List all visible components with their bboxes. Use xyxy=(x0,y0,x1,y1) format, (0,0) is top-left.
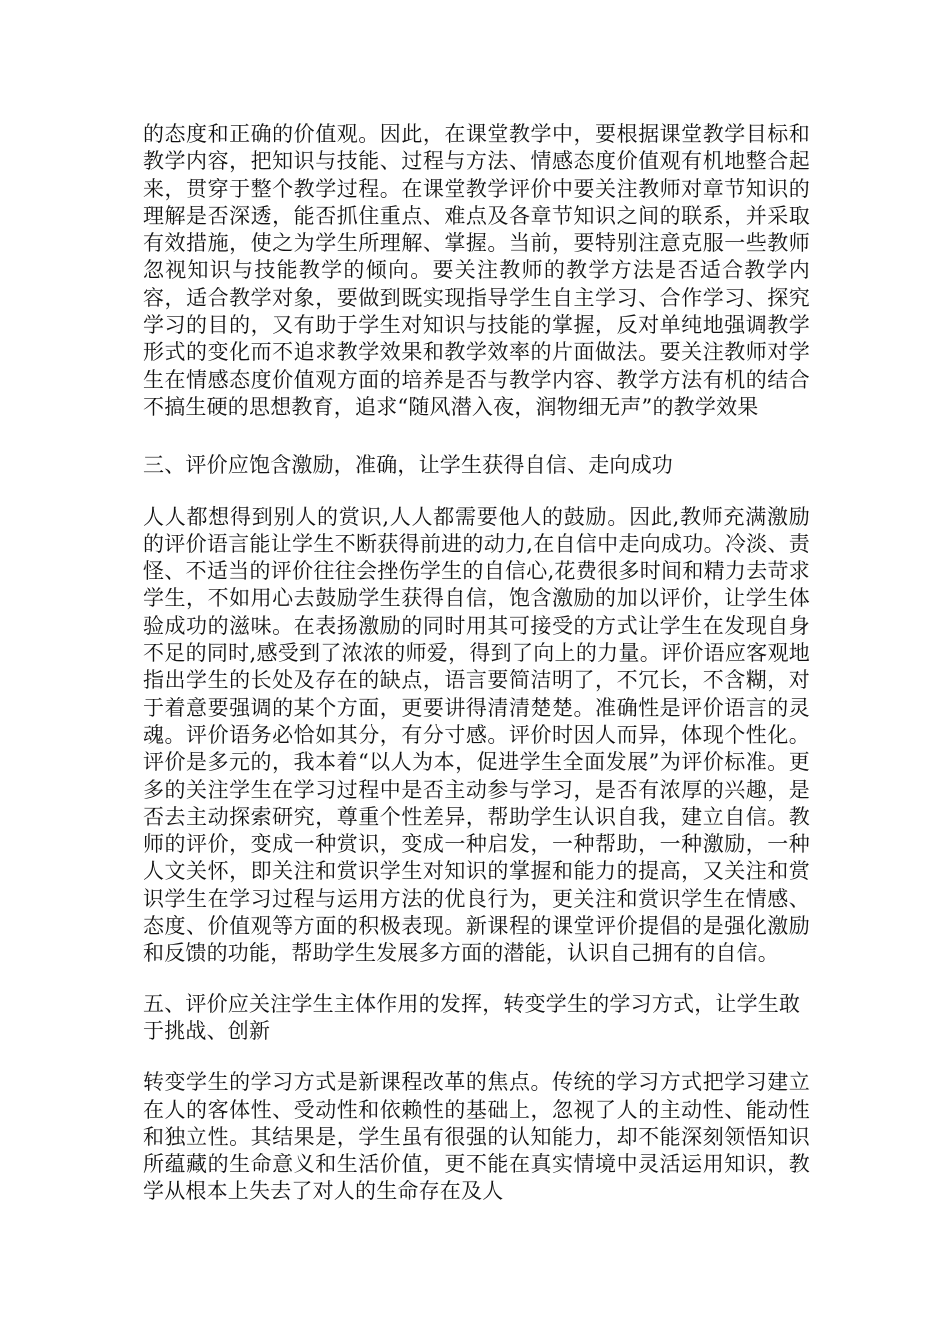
body-paragraph-teaching-evaluation: 的态度和正确的价值观。因此，在课堂教学中，要根据课堂教学目标和教学内容，把知识与技能、过程与方法、情感态度价值观有机地整合起来，贯穿于整个教学过程。在课堂教学评价中要关注教师对章节知识的理解是否深透，能否抓住重点、难点及各章节知识之间的联系，并采取有效措施，使之为学生所理解、掌握。当前，要特别注意克服一些教师忽视知识与技能教学的倾向。要关注教师的教学方法是否适合教学内容，适合教学对象，要做到既实现指导学生自主学习、合作学习、探究学习的目的，又有助于学生对知识与技能的掌握，反对单纯地强调教学形式的变化而不追求教学效果和教学效率的片面做法。要关注教师对学生在情感态度价值观方面的培养是否与教学内容、教学方法有机的结合不搞生硬的思想教育，追求“随风潜入夜，润物细无声”的教学效果 xyxy=(143,122,810,419)
document-body xyxy=(143,121,810,1206)
body-paragraph-encouragement: 人人都想得到别人的赏识,人人都需要他人的鼓励。因此,教师充满激励的评价语言能让学生不断获得前进的动力,在自信中走向成功。冷淡、责怪、不适当的评价往往会挫伤学生的自信心,花费很多时间和精力去苛求学生，不如用心去鼓励学生获得自信，饱含激励的加以评价，让学生体验成功的滋味。在表扬激励的同时用其可接受的方式让学生在发现自身不足的同时,感受到了浓浓的师爱，得到了向上的力量。评价语应客观地指出学生的长处及存在的缺点，语言要简洁明了，不冗长，不含糊，对于着意要强调的某个方面，更要讲得清清楚楚。准确性是评价语言的灵魂。评价语务必恰如其分，有分寸感。评价时因人而异，体现个性化。评价是多元的，我本着“以人为本，促进学生全面发展”为评价标准。更多的关注学生在学习过程中是否主动参与学习，是否有浓厚的兴趣，是否去主动探索研究，尊重个性差异，帮助学生认识自我，建立自信。教师的评价，变成一种赏识，变成一种启发，一种帮助，一种激励，一种人文关怀，即关注和赏识学生对知识的掌握和能力的提高，又关注和赏识学生在学习过程与运用方法的优良行为，更关注和赏识学生在情感、态度、价值观等方面的积极表现。新课程的课堂评价提倡的是强化激励和反馈的功能，帮助学生发展多方面的潜能，认识自己拥有的自信。 xyxy=(143,504,810,966)
body-paragraph-learning-methods: 转变学生的学习方式是新课程改革的焦点。传统的学习方式把学习建立在人的客体性、受动性和依赖性的基础上，忽视了人的主动性、能动性和独立性。其结果是，学生虽有很强的认知能力，却不能深刻领悟知识所蕴藏的生命意义和生活价值，更不能在真实情境中灵活运用知识，教学从根本上失去了对人的生命存在及人 xyxy=(143,1070,810,1204)
section-heading-student-agency: 五、评价应关注学生主体作用的发挥，转变学生的学习方式，让学生敢于挑战、创新 xyxy=(143,991,801,1043)
section-heading-encouragement: 三、评价应饱含激励，准确，让学生获得自信、走向成功 xyxy=(143,453,673,478)
